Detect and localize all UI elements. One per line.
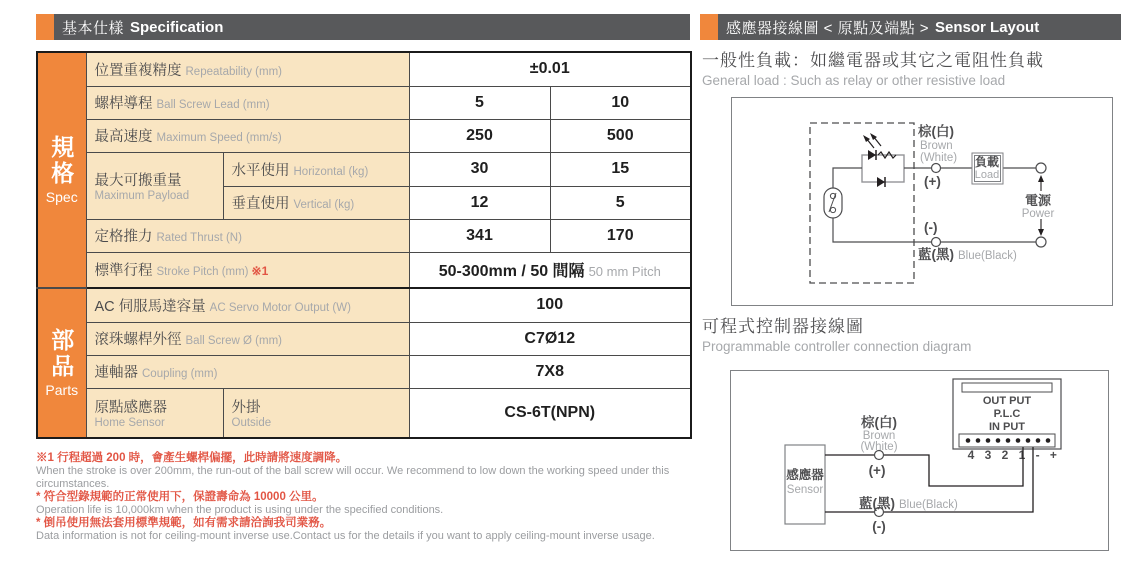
footnote-line: When the stroke is over 200mm, the run-out of the ball screw will occur. We recommend to low down the working speed under this circumstances.: [36, 465, 670, 490]
load-label-zh: 負載: [974, 155, 1000, 169]
row-label-stroke: 標準行程 Stroke Pitch (mm) ※1: [86, 252, 409, 288]
spec-band: [37, 52, 86, 288]
table-row: [37, 388, 691, 438]
value-thrust-2: 170: [550, 219, 691, 252]
orange-accent-square: [36, 14, 54, 40]
row-label-ball-screw-lead: 螺桿導程 Ball Screw Lead (mm): [86, 86, 409, 119]
plus-label: (+): [868, 463, 886, 478]
value-horizontal-1: 30: [409, 152, 550, 186]
general-load-circuit-diagram: [732, 98, 1112, 305]
table-row: [37, 152, 691, 186]
value-vertical-1: 12: [409, 186, 550, 219]
footnote-line: * 倒吊使用無法套用標準規範，如有需求請洽詢我司業務。: [36, 517, 332, 529]
footnotes: [36, 452, 704, 543]
blue-wire-label-zh: 藍(黑): [918, 247, 954, 262]
load-label-en: Load: [974, 169, 1000, 181]
table-row: [37, 322, 691, 355]
general-load-title: [702, 46, 1044, 88]
table-row: [37, 119, 691, 152]
brown-wire-label-en2: (White): [860, 441, 898, 453]
value-thrust-1: 341: [409, 219, 550, 252]
sensor-header-zh: 感應器接線圖 < 原點及端點 >: [726, 19, 930, 37]
value-servo-output: 100: [409, 288, 691, 322]
footnote-line: Data information is not for ceiling-mount inverse use.Contact us for the details if you want to apply ceiling-mount inverse usage.: [36, 530, 655, 542]
footnote-line: ※1 行程超過 200 時，會產生螺桿偏擺，此時請將速度調降。: [36, 452, 348, 464]
row-label-rated-thrust: 定格推力 Rated Thrust (N): [86, 219, 409, 252]
value-vertical-2: 5: [550, 186, 691, 219]
row-label-outside: 外掛 Outside: [223, 388, 409, 438]
power-terminal-bottom: [1036, 237, 1046, 247]
table-row: [37, 355, 691, 388]
blue-wire-label-en: Blue(Black): [899, 499, 958, 511]
spec-section-header: [36, 14, 690, 40]
terminal-minus: [932, 238, 941, 247]
plc-label-plc: P.L.C: [993, 408, 1021, 420]
plc-terminal-numbers: 4 3 2 1 - +: [967, 448, 1061, 462]
footnote-line: Operation life is 10,000km when the product is using under the specified conditions.: [36, 504, 444, 516]
general-load-title-en: General load : Such as relay or other resistive load: [702, 73, 1006, 88]
value-home-sensor: CS-6T(NPN): [409, 388, 691, 438]
parts-band-en: Parts: [45, 382, 79, 398]
footnote-line: * 符合型錄規範的正常使用下，保證壽命為 10000 公里。: [36, 491, 324, 503]
value-lead-1: 5: [409, 86, 550, 119]
spec-band-en: Spec: [45, 189, 78, 205]
plc-title-en: Programmable controller connection diagram: [702, 339, 972, 354]
table-row: [37, 86, 691, 119]
spec-band-zh: 規格: [48, 135, 75, 187]
row-label-max-payload: 最大可搬重量 Maximum Payload: [86, 152, 223, 219]
power-label-zh: 電源: [1024, 193, 1052, 208]
sensor-header-bar: [718, 14, 1121, 40]
value-stroke: 50-300mm / 50 間隔 50 mm Pitch: [409, 252, 691, 288]
stroke-footnote-marker: ※1: [251, 264, 269, 279]
value-coupling: 7X8: [409, 355, 691, 388]
plc-connection-diagram: [731, 371, 1108, 550]
brown-wire-label-en2: (White): [920, 152, 958, 164]
reed-switch-icon: [824, 188, 842, 218]
row-label-coupling: 連軸器 Coupling (mm): [86, 355, 409, 388]
power-terminal-top: [1036, 163, 1046, 173]
sensor-header-en: Sensor Layout: [935, 18, 1040, 36]
table-row: [37, 219, 691, 252]
terminal-plus: [932, 164, 941, 173]
value-speed-1: 250: [409, 119, 550, 152]
minus-label: (-): [924, 220, 938, 235]
spec-table: [36, 51, 692, 439]
plc-diagram-box: [730, 370, 1109, 551]
spec-header-bar: [54, 14, 690, 40]
orange-accent-square: [700, 14, 718, 40]
power-label-en: Power: [1021, 208, 1055, 220]
minus-label: (-): [872, 519, 886, 534]
led-diode-block-icon: [862, 133, 904, 187]
row-label-repeatability: 位置重複精度 Repeatability (mm): [86, 52, 409, 86]
value-ball-screw-dia: C7Ø12: [409, 322, 691, 355]
row-label-servo-output: AC 伺服馬達容量 AC Servo Motor Output (W): [86, 288, 409, 322]
row-label-horizontal: 水平使用 Horizontal (kg): [223, 152, 409, 186]
plus-label: (+): [924, 174, 941, 189]
general-load-diagram-box: [731, 97, 1113, 306]
plc-terminal-dots: [966, 438, 1051, 443]
blue-wire-label-en: Blue(Black): [958, 250, 1017, 262]
brown-wire-label-en1: Brown: [862, 430, 896, 442]
value-horizontal-2: 15: [550, 152, 691, 186]
parts-band-zh: 部品: [48, 328, 75, 380]
plc-label-input: IN PUT: [988, 421, 1026, 433]
plc-title: [702, 312, 971, 354]
general-load-title-zh: 一般性負載：如繼電器或其它之電阻性負載: [702, 51, 1044, 70]
sensor-label-en: Sensor: [786, 484, 824, 496]
row-label-max-speed: 最高速度 Maximum Speed (mm/s): [86, 119, 409, 152]
table-row: [37, 252, 691, 288]
table-row: [37, 52, 691, 86]
row-label-ball-screw-dia: 滾珠螺桿外徑 Ball Screw Ø (mm): [86, 322, 409, 355]
sensor-section-header: [700, 14, 1121, 40]
parts-band: [37, 288, 86, 438]
row-label-home-sensor: 原點感應器 Home Sensor: [86, 388, 223, 438]
plc-label-output: OUT PUT: [982, 395, 1032, 407]
brown-wire-label-en1: Brown: [920, 140, 953, 152]
spec-header-zh: 基本仕樣: [62, 19, 125, 37]
spec-header-en: Specification: [130, 18, 224, 36]
table-row: [37, 288, 691, 322]
plc-title-zh: 可程式控制器接線圖: [702, 317, 864, 336]
brown-wire-label-zh: 棕(白): [861, 415, 897, 430]
sensor-label-zh: 感應器: [786, 468, 824, 482]
value-speed-2: 500: [550, 119, 691, 152]
row-label-vertical: 垂直使用 Vertical (kg): [223, 186, 409, 219]
brown-wire-label-zh: 棕(白): [918, 124, 954, 139]
value-lead-2: 10: [550, 86, 691, 119]
value-repeatability: ±0.01: [409, 52, 691, 86]
blue-wire-label-zh: 藍(黑): [859, 496, 895, 511]
